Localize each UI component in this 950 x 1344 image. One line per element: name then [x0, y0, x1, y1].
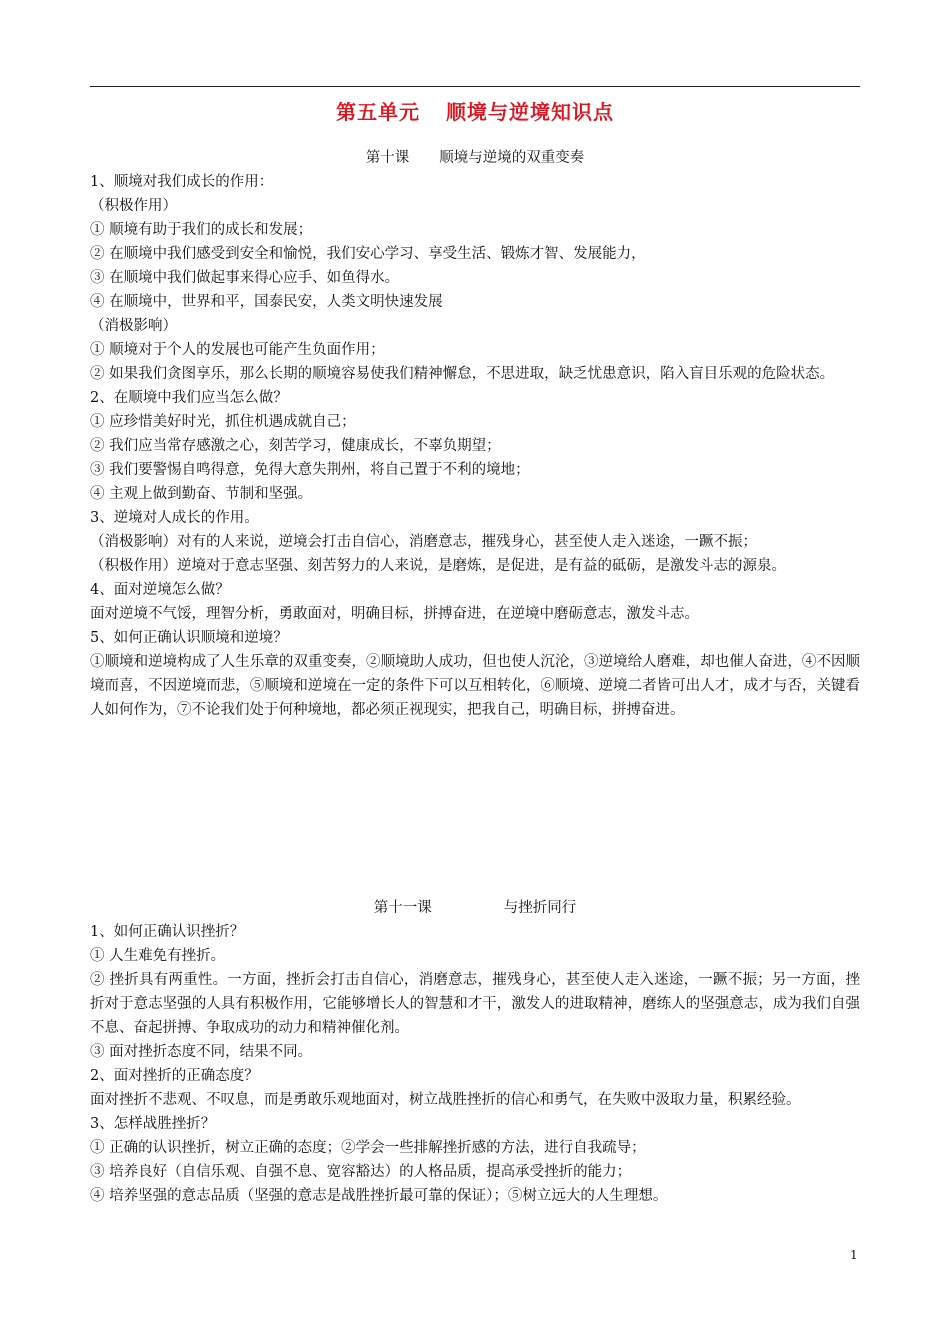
- text-line: （积极作用）逆境对于意志坚强、刻苦努力的人来说，是磨炼，是促进，是有益的砥砺，是激发斗志的源泉。: [90, 558, 786, 574]
- lesson-number: 第十课: [365, 150, 410, 166]
- lesson-11-section: [90, 896, 860, 1208]
- text-line: ① 人生难免有挫折。: [90, 948, 226, 964]
- text-paragraph: 面对挫折不悲观、不叹息，而是勇敢乐观地面对，树立战胜挫折的信心和勇气，在失败中汲取力量，积累经验。: [90, 1092, 801, 1108]
- lesson-name: 与挫折同行: [503, 900, 577, 916]
- title-unit: 第五单元: [336, 100, 420, 124]
- lesson-10-section: [90, 146, 860, 722]
- text-paragraph: ①顺境和逆境构成了人生乐章的双重变奏，②顺境助人成功，但也使人沉沦，③逆境给人磨难，却也催人奋进，④不因顺境而喜，不因逆境而悲，⑤顺境和逆境在一定的条件下可以互相转化，⑥顺境、逆境二者皆可出人才，成才与否，关键看人如何作为，⑦不论我们处于何种境地，都必须正视现实，把我自己，明确目标，拼搏奋进。: [90, 654, 860, 718]
- header-rule: [90, 86, 860, 87]
- text-line: ④ 在顺境中，世界和平，国泰民安，人类文明快速发展: [90, 294, 443, 310]
- text-line: ④ 主观上做到勤奋、节制和坚强。: [90, 486, 313, 502]
- text-line: 1、如何正确认识挫折？: [90, 924, 245, 940]
- text-line: ③ 面对挫折态度不同，结果不同。: [90, 1044, 313, 1060]
- text-line: ② 我们应当常存感激之心，刻苦学习，健康成长，不辜负期望；: [90, 438, 501, 454]
- text-line: ② 在顺境中我们感受到安全和愉悦，我们安心学习、享受生活、锻炼才智、发展能力，: [90, 246, 646, 262]
- text-line: 5、如何正确认识顺境和逆境？: [90, 630, 288, 646]
- text-line: ④ 培养坚强的意志品质（坚强的意志是战胜挫折最可靠的保证）；⑤树立远大的人生理想。: [90, 1188, 668, 1204]
- text-line: （消极影响）: [90, 318, 177, 334]
- text-line: 1、顺境对我们成长的作用：: [90, 174, 274, 190]
- text-line: ① 正确的认识挫折，树立正确的态度；②学会一些排解挫折感的方法，进行自我疏导；: [90, 1140, 646, 1156]
- text-line: 面对逆境不气馁，理智分析，勇敢面对，明确目标，拼搏奋进，在逆境中磨砺意志，激发斗志。: [90, 606, 699, 622]
- lesson-10-heading: [90, 146, 860, 170]
- text-line: ③ 培养良好（自信乐观、自强不息、宽容豁达）的人格品质，提高承受挫折的能力；: [90, 1164, 632, 1180]
- page-title: [90, 96, 860, 125]
- text-line: （消极影响）对有的人来说，逆境会打击自信心，消磨意志，摧残身心，甚至使人走入迷途，一蹶不振；: [90, 534, 757, 550]
- page-number: 1: [850, 1248, 858, 1262]
- text-line: 2、面对挫折的正确态度？: [90, 1068, 259, 1084]
- text-paragraph: ② 挫折具有两重性。一方面，挫折会打击自信心，消磨意志，摧残身心，甚至使人走入迷途，一蹶不振；另一方面，挫折对于意志坚强的人具有积极作用，它能够增长人的智慧和才干，激发人的进取精神，磨练人的坚强意志，成为我们自强不息、奋起拼搏、争取成功的动力和精神催化剂。: [90, 972, 860, 1036]
- text-line: 2、在顺境中我们应当怎么做？: [90, 390, 288, 406]
- lesson-11-heading: [90, 896, 860, 920]
- text-line: ① 应珍惜美好时光，抓住机遇成就自己；: [90, 414, 356, 430]
- lesson-name: 顺境与逆境的双重变奏: [439, 150, 585, 166]
- title-topic: 顺境与逆境知识点: [446, 100, 614, 124]
- text-line: （积极作用）: [90, 198, 177, 214]
- text-line: 3、逆境对人成长的作用。: [90, 510, 259, 526]
- text-paragraph: ② 如果我们贪图享乐，那么长期的顺境容易使我们精神懈怠，不思进取，缺乏忧患意识，陷入盲目乐观的危险状态。: [90, 366, 835, 382]
- text-line: ③ 在顺境中我们做起事来得心应手、如鱼得水。: [90, 270, 400, 286]
- text-line: ① 顺境有助于我们的成长和发展；: [90, 222, 313, 238]
- text-line: 4、面对逆境怎么做？: [90, 582, 230, 598]
- lesson-number: 第十一课: [373, 900, 432, 916]
- text-line: 3、怎样战胜挫折？: [90, 1116, 216, 1132]
- text-line: ① 顺境对于个人的发展也可能产生负面作用；: [90, 342, 385, 358]
- text-line: ③ 我们要警惕自鸣得意，免得大意失荆州，将自己置于不利的境地；: [90, 462, 530, 478]
